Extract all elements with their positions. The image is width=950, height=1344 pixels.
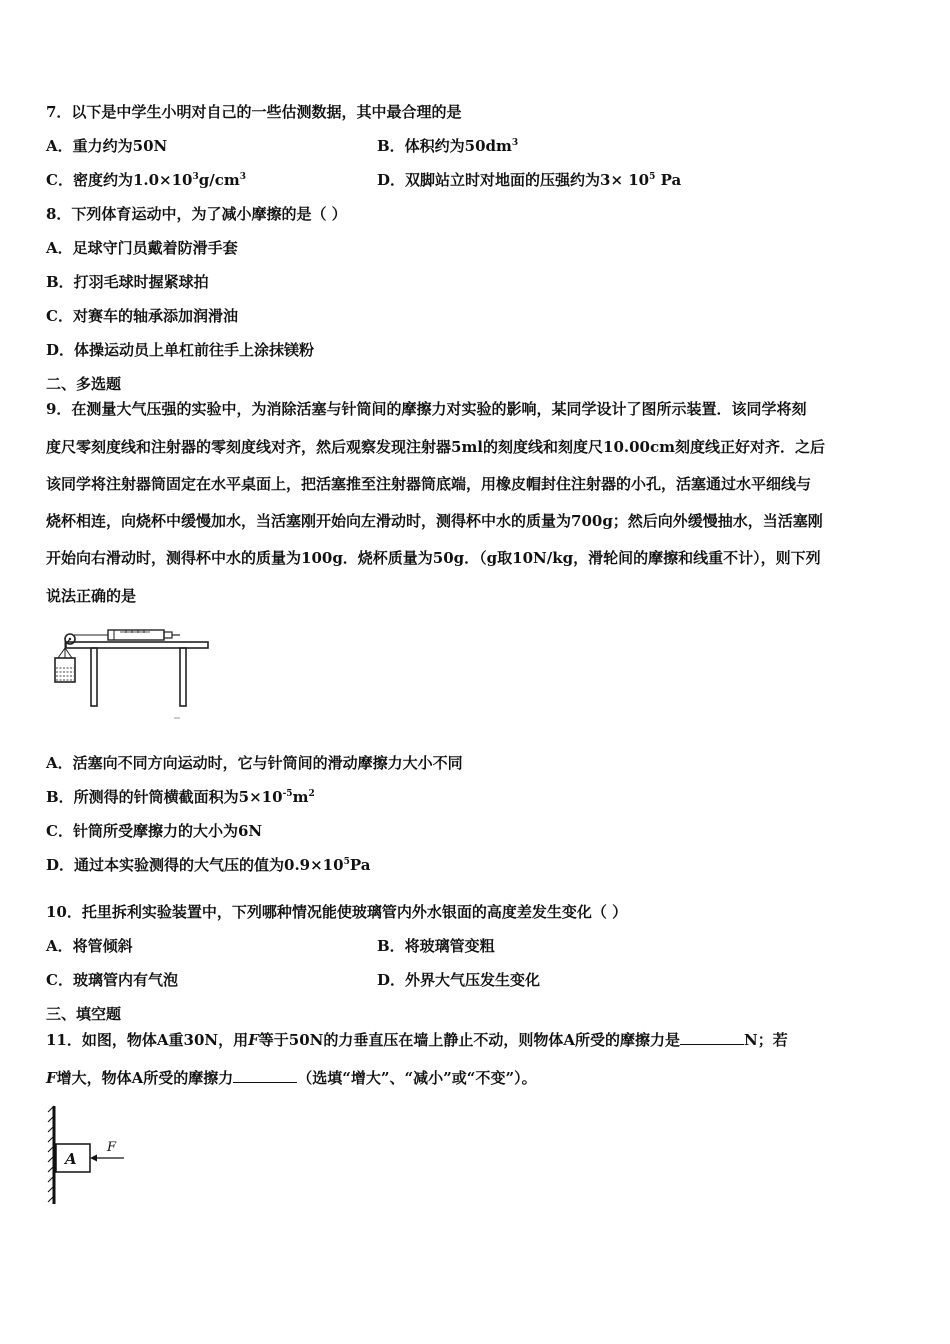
wall-block-force-figure [44, 1104, 134, 1206]
q10-option-a: A．将管倾斜 [46, 937, 133, 955]
q7-option-d: D．双脚站立时对地面的压强约为$3\times 10^5$ Pa [377, 171, 682, 189]
q11-stem-line2: F增大，物体A所受的摩擦力 （选填“增大”、“减小”或“不变”）。 [46, 1069, 537, 1087]
q7-stem: 7．以下是中学生小明对自己的一些估测数据，其中最合理的是 [46, 103, 462, 121]
q7-option-b: B．体积约为$50dm^3$ [377, 137, 519, 155]
q9-stem-line2: 度尺零刻度线和注射器的零刻度线对齐，然后观察发现注射器5ml的刻度线和刻度尺10.00cm刻度线正好对齐．之后 [46, 438, 825, 456]
q10-option-b: B．将玻璃管变粗 [377, 937, 495, 955]
section-fill-blank: 三、填空题 [46, 1005, 122, 1023]
q8-option-a: A．足球守门员戴着防滑手套 [46, 239, 238, 257]
section-multi-choice: 二、多选题 [46, 375, 122, 393]
q10-stem: 10．托里拆利实验装置中，下列哪种情况能使玻璃管内外水银面的高度差发生变化（ ） [46, 903, 628, 921]
q10-option-c: C．玻璃管内有气泡 [46, 971, 178, 989]
q9-stem-line3: 该同学将注射器筒固定在水平桌面上，把活塞推至注射器筒底端，用橡皮帽封住注射器的小孔，活塞通过水平细线与 [46, 475, 812, 493]
q9-stem-line5: 开始向右滑动时，测得杯中水的质量为100g．烧杯质量为50g．（g取10N/kg，滑轮间的摩擦和线重不计），则下列 [46, 549, 821, 567]
q11-stem-line1: 11．如图，物体A重30N，用F等于50N的力垂直压在墙上静止不动，则物体A所受的摩擦力是 N；若 [46, 1031, 788, 1049]
syringe-apparatus-figure [46, 618, 216, 723]
q9-option-d: D．通过本实验测得的大气压的值为$0.9\times 10^5Pa$ [46, 856, 371, 874]
q9-stem-line6: 说法正确的是 [46, 587, 137, 605]
q11-blank-2[interactable] [233, 1068, 297, 1083]
q8-option-d: D．体操运动员上单杠前往手上涂抹镁粉 [46, 341, 315, 359]
q9-stem-line1: 9．在测量大气压强的实验中，为消除活塞与针筒间的摩擦力对实验的影响，某同学设计了图所示装置．该同学将刻 [46, 400, 807, 418]
q7-option-a: A．重力约为50N [46, 137, 168, 155]
q7-option-c: C．密度约为$1.0\times 10^3g/cm^3$ [46, 171, 246, 189]
q9-stem-line4: 烧杯相连，向烧杯中缓慢加水，当活塞刚开始向左滑动时，测得杯中水的质量为700g；然后向外缓慢抽水，当活塞刚 [46, 512, 823, 530]
q10-option-d: D．外界大气压发生变化 [377, 971, 541, 989]
force-label: F [107, 1140, 117, 1155]
block-label: A [65, 1150, 77, 1168]
q8-option-c: C．对赛车的轴承添加润滑油 [46, 307, 238, 325]
q11-blank-1[interactable] [680, 1030, 744, 1045]
q9-option-c: C．针筒所受摩擦力的大小为6N [46, 822, 263, 840]
q8-stem: 8．下列体育运动中，为了减小摩擦的是（ ） [46, 205, 347, 223]
q9-option-b: B．所测得的针筒横截面积为$5\times 10^{-5}m^2$ [46, 788, 315, 806]
q9-option-a: A．活塞向不同方向运动时，它与针筒间的滑动摩擦力大小不同 [46, 754, 463, 772]
q8-option-b: B．打羽毛球时握紧球拍 [46, 273, 209, 291]
